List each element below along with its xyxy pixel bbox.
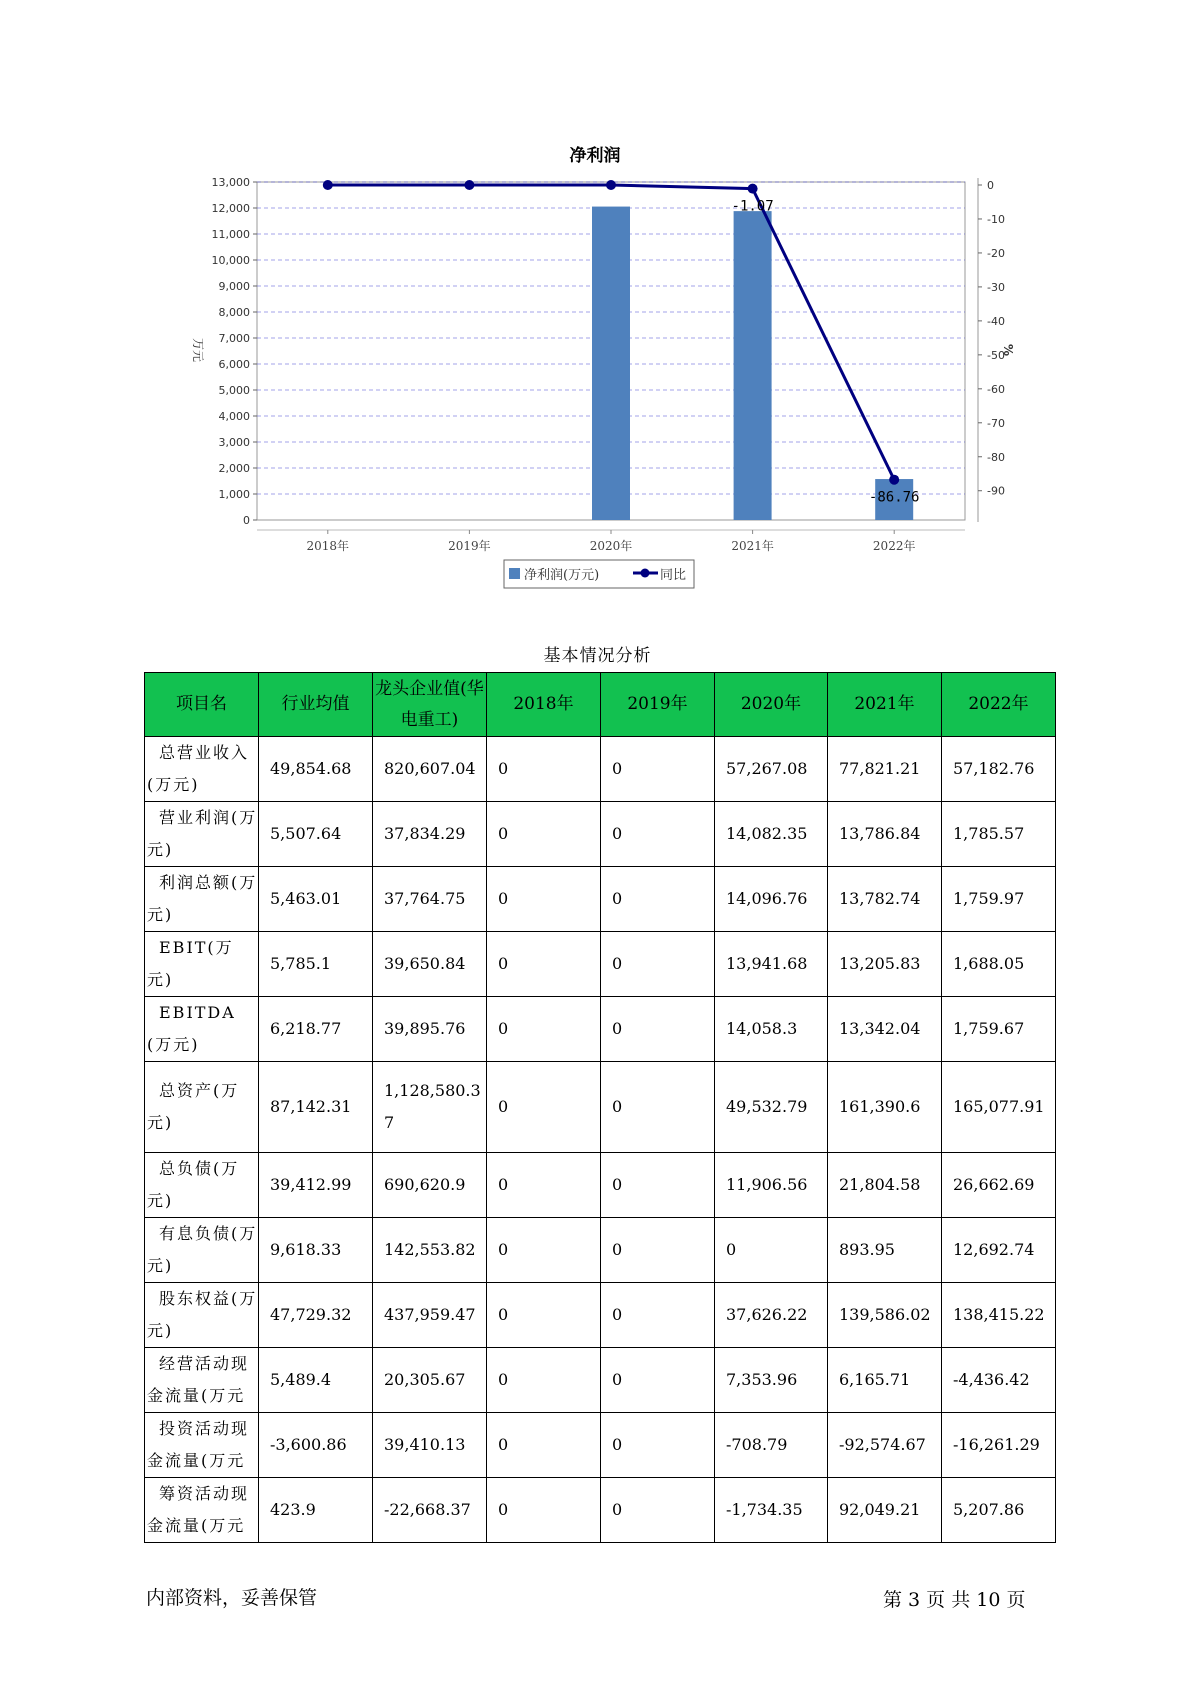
table-cell: 0 bbox=[601, 1153, 715, 1218]
legend-line-marker bbox=[641, 569, 650, 578]
table-header-cell: 2018年 bbox=[487, 673, 601, 737]
table-cell: 0 bbox=[487, 802, 601, 867]
y-tick-label: 9,000 bbox=[218, 280, 250, 293]
table-cell: -3,600.86 bbox=[259, 1413, 373, 1478]
y2-tick-label: -80 bbox=[987, 450, 1005, 464]
yoy-point bbox=[606, 180, 616, 190]
table-cell: 161,390.6 bbox=[828, 1062, 942, 1153]
table-cell: 0 bbox=[601, 1062, 715, 1153]
legend-bar-swatch bbox=[509, 568, 520, 579]
x-tick-label: 2018年 bbox=[306, 539, 350, 553]
table-caption: 基本情况分析 bbox=[543, 646, 652, 666]
table-cell: 0 bbox=[601, 1283, 715, 1348]
row-label-cell: 经营活动现金流量(万元 bbox=[145, 1348, 259, 1413]
y-tick-label: 4,000 bbox=[218, 410, 250, 423]
x-tick-label: 2021年 bbox=[731, 539, 774, 553]
row-label-cell: 利润总额(万元) bbox=[145, 867, 259, 932]
table-cell: 5,785.1 bbox=[259, 932, 373, 997]
row-label-cell: 营业利润(万元) bbox=[145, 802, 259, 867]
row-label-cell: 股东权益(万元) bbox=[145, 1283, 259, 1348]
table-cell: 0 bbox=[487, 1478, 601, 1543]
data-label: -1.07 bbox=[731, 198, 774, 215]
x-tick-label: 2022年 bbox=[872, 539, 916, 553]
table-header-cell: 项目名 bbox=[145, 673, 259, 737]
table-cell: 0 bbox=[487, 737, 601, 802]
y2-tick-label: -20 bbox=[987, 246, 1005, 260]
table-row bbox=[145, 1218, 1056, 1283]
y-tick-label: 3,000 bbox=[218, 436, 250, 449]
table-header-cell: 2020年 bbox=[715, 673, 828, 737]
table-cell: 49,532.79 bbox=[715, 1062, 828, 1153]
table-cell: 49,854.68 bbox=[259, 737, 373, 802]
y2-tick-label: -30 bbox=[987, 280, 1005, 294]
y-tick-label: 12,000 bbox=[211, 202, 250, 215]
table-row bbox=[145, 997, 1056, 1062]
table-cell: 138,415.22 bbox=[942, 1283, 1056, 1348]
x-tick-label: 2020年 bbox=[589, 539, 633, 553]
row-label-cell: EBIT(万元) bbox=[145, 932, 259, 997]
table-row bbox=[145, 1153, 1056, 1218]
table-cell: 39,895.76 bbox=[373, 997, 487, 1062]
table-cell: 0 bbox=[601, 1478, 715, 1543]
y2-tick-label: -50 bbox=[987, 348, 1005, 362]
bar bbox=[592, 207, 630, 520]
bar bbox=[734, 211, 772, 520]
legend-label-bar: 净利润(万元) bbox=[524, 568, 600, 583]
table-cell: 47,729.32 bbox=[259, 1283, 373, 1348]
table-cell: 5,507.64 bbox=[259, 802, 373, 867]
table-row bbox=[145, 1413, 1056, 1478]
y2-tick-label: -90 bbox=[987, 484, 1005, 498]
table-row bbox=[145, 802, 1056, 867]
table-cell: 423.9 bbox=[259, 1478, 373, 1543]
table-cell: 92,049.21 bbox=[828, 1478, 942, 1543]
y-tick-label: 10,000 bbox=[211, 254, 250, 267]
y2-tick-label: -60 bbox=[987, 382, 1005, 396]
table-cell: 0 bbox=[487, 1348, 601, 1413]
x-tick-label: 2019年 bbox=[448, 539, 491, 553]
table-cell: 5,463.01 bbox=[259, 867, 373, 932]
table-cell: 20,305.67 bbox=[373, 1348, 487, 1413]
row-label-cell: 总负债(万元) bbox=[145, 1153, 259, 1218]
table-header-cell: 行业均值 bbox=[259, 673, 373, 737]
row-label-cell: 总营业收入(万元) bbox=[145, 737, 259, 802]
table-cell: 37,764.75 bbox=[373, 867, 487, 932]
table-header-cell: 龙头企业值(华电重工) bbox=[373, 673, 487, 737]
table-cell: 6,218.77 bbox=[259, 997, 373, 1062]
y-tick-label: 11,000 bbox=[211, 228, 250, 241]
table-cell: 39,650.84 bbox=[373, 932, 487, 997]
y-tick-label: 2,000 bbox=[218, 462, 250, 475]
table-cell: 11,906.56 bbox=[715, 1153, 828, 1218]
y-tick-label: 7,000 bbox=[218, 332, 250, 345]
footer-confidential-note: 内部资料，妥善保管 bbox=[146, 1587, 318, 1609]
table-cell: 9,618.33 bbox=[259, 1218, 373, 1283]
table-cell: 0 bbox=[601, 1348, 715, 1413]
table-header-cell: 2021年 bbox=[828, 673, 942, 737]
table-cell: -708.79 bbox=[715, 1413, 828, 1478]
table-cell: 1,688.05 bbox=[942, 932, 1056, 997]
y2-axis-label: % bbox=[1001, 343, 1015, 357]
y-tick-label: 5,000 bbox=[218, 384, 250, 397]
y2-tick-label: -10 bbox=[987, 212, 1005, 226]
footer-page-number: 第 3 页 共 10 页 bbox=[883, 1589, 1026, 1611]
table-cell: 690,620.9 bbox=[373, 1153, 487, 1218]
table-row bbox=[145, 1283, 1056, 1348]
net-profit-chart bbox=[0, 0, 1191, 600]
table-cell: 13,205.83 bbox=[828, 932, 942, 997]
table-cell: 57,267.08 bbox=[715, 737, 828, 802]
table-cell: 0 bbox=[715, 1218, 828, 1283]
table-cell: 0 bbox=[601, 1413, 715, 1478]
table-cell: 0 bbox=[487, 997, 601, 1062]
y-tick-label: 0 bbox=[243, 514, 250, 527]
row-label-cell: 投资活动现金流量(万元 bbox=[145, 1413, 259, 1478]
table-cell: 1,759.67 bbox=[942, 997, 1056, 1062]
table-row bbox=[145, 737, 1056, 802]
table-cell: 165,077.91 bbox=[942, 1062, 1056, 1153]
table-cell: 0 bbox=[487, 1218, 601, 1283]
table-cell: 0 bbox=[601, 997, 715, 1062]
table-cell: 5,489.4 bbox=[259, 1348, 373, 1413]
table-cell: 820,607.04 bbox=[373, 737, 487, 802]
table-cell: -4,436.42 bbox=[942, 1348, 1056, 1413]
table-cell: 142,553.82 bbox=[373, 1218, 487, 1283]
table-cell: 26,662.69 bbox=[942, 1153, 1056, 1218]
table-cell: 0 bbox=[487, 1062, 601, 1153]
table-cell: 1,128,580.37 bbox=[373, 1062, 487, 1153]
table-cell: 0 bbox=[487, 1283, 601, 1348]
y-tick-label: 6,000 bbox=[218, 358, 250, 371]
table-cell: 5,207.86 bbox=[942, 1478, 1056, 1543]
table-cell: 6,165.71 bbox=[828, 1348, 942, 1413]
y-tick-label: 13,000 bbox=[211, 176, 250, 189]
table-cell: 893.95 bbox=[828, 1218, 942, 1283]
table-cell: 13,941.68 bbox=[715, 932, 828, 997]
table-cell: 0 bbox=[601, 737, 715, 802]
table-cell: 39,412.99 bbox=[259, 1153, 373, 1218]
table-cell: 0 bbox=[601, 932, 715, 997]
table-cell: 37,626.22 bbox=[715, 1283, 828, 1348]
table-cell: 1,759.97 bbox=[942, 867, 1056, 932]
table-cell: 0 bbox=[487, 932, 601, 997]
chart-title: 净利润 bbox=[569, 146, 621, 166]
basic-analysis-table bbox=[144, 672, 1056, 1543]
legend-label-line: 同比 bbox=[660, 568, 687, 583]
y-tick-label: 1,000 bbox=[218, 488, 250, 501]
table-cell: -16,261.29 bbox=[942, 1413, 1056, 1478]
table-cell: 0 bbox=[601, 1218, 715, 1283]
y-axis-label: 万元 bbox=[191, 337, 205, 363]
table-cell: 0 bbox=[487, 1153, 601, 1218]
table-cell: 37,834.29 bbox=[373, 802, 487, 867]
row-label-cell: 有息负债(万元) bbox=[145, 1218, 259, 1283]
y2-tick-label: 0 bbox=[987, 179, 994, 192]
table-cell: 12,692.74 bbox=[942, 1218, 1056, 1283]
table-cell: 13,342.04 bbox=[828, 997, 942, 1062]
table-cell: 13,782.74 bbox=[828, 867, 942, 932]
table-cell: 39,410.13 bbox=[373, 1413, 487, 1478]
table-cell: 0 bbox=[601, 802, 715, 867]
table-cell: 14,096.76 bbox=[715, 867, 828, 932]
chart-canvas bbox=[0, 0, 1191, 600]
y-tick-label: 8,000 bbox=[218, 306, 250, 319]
row-label-cell: 筹资活动现金流量(万元 bbox=[145, 1478, 259, 1543]
chart-legend bbox=[504, 560, 694, 588]
table-cell: 0 bbox=[601, 867, 715, 932]
table-header-cell: 2022年 bbox=[942, 673, 1056, 737]
table-cell: -1,734.35 bbox=[715, 1478, 828, 1543]
y2-tick-label: -40 bbox=[987, 314, 1005, 328]
table-cell: 437,959.47 bbox=[373, 1283, 487, 1348]
table-cell: 0 bbox=[487, 1413, 601, 1478]
table-row bbox=[145, 1062, 1056, 1153]
table-cell: 77,821.21 bbox=[828, 737, 942, 802]
table-header-cell: 2019年 bbox=[601, 673, 715, 737]
table-cell: 7,353.96 bbox=[715, 1348, 828, 1413]
table-cell: 13,786.84 bbox=[828, 802, 942, 867]
table-cell: 21,804.58 bbox=[828, 1153, 942, 1218]
row-label-cell: EBITDA(万元) bbox=[145, 997, 259, 1062]
yoy-point bbox=[889, 475, 899, 485]
table-header-row bbox=[145, 673, 1056, 737]
table-cell: 87,142.31 bbox=[259, 1062, 373, 1153]
y2-tick-label: -70 bbox=[987, 416, 1005, 430]
table-cell: 0 bbox=[487, 867, 601, 932]
yoy-point bbox=[323, 180, 333, 190]
table-cell: -22,668.37 bbox=[373, 1478, 487, 1543]
table-cell: 14,082.35 bbox=[715, 802, 828, 867]
yoy-point bbox=[464, 180, 474, 190]
table-row bbox=[145, 932, 1056, 997]
table-cell: 57,182.76 bbox=[942, 737, 1056, 802]
table-cell: -92,574.67 bbox=[828, 1413, 942, 1478]
row-label-cell: 总资产(万元) bbox=[145, 1062, 259, 1153]
yoy-point bbox=[748, 184, 758, 194]
table-cell: 139,586.02 bbox=[828, 1283, 942, 1348]
table-row bbox=[145, 1478, 1056, 1543]
table-cell: 1,785.57 bbox=[942, 802, 1056, 867]
table-row bbox=[145, 867, 1056, 932]
table-cell: 14,058.3 bbox=[715, 997, 828, 1062]
data-label: -86.76 bbox=[868, 489, 920, 506]
table-row bbox=[145, 1348, 1056, 1413]
